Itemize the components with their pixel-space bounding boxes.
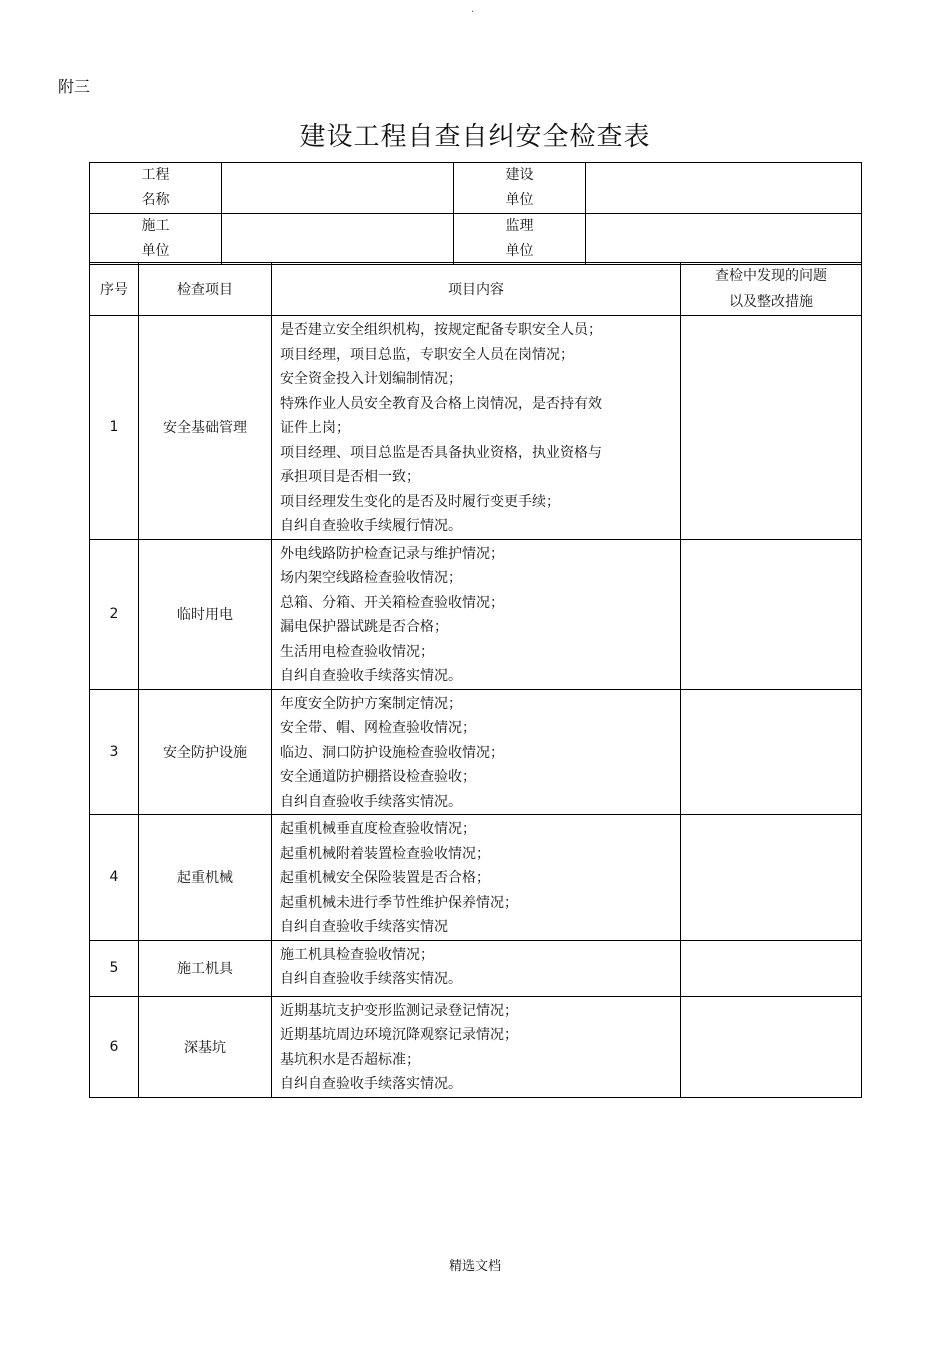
supervision-unit-field[interactable] — [586, 214, 862, 265]
page-footer: 精选文档 — [448, 1259, 501, 1274]
issues-field[interactable] — [681, 940, 862, 996]
row-number: 6 — [90, 996, 139, 1097]
header-issues: 查检中发现的问题 以及整改措施 — [681, 263, 862, 316]
content-line: 近期基坑支护变形监测记录登记情况； — [280, 1002, 518, 1019]
content-line: 是否建立安全组织机构，按规定配备专职安全人员； — [280, 322, 602, 338]
content-line: 起重机械安全保险装置是否合格； — [280, 870, 490, 886]
header-item: 检查项目 — [139, 263, 272, 316]
check-item-name: 安全防护设施 — [139, 689, 272, 815]
content-line: 生活用电检查验收情况； — [280, 643, 434, 660]
contractor-field[interactable] — [222, 214, 454, 265]
content-line: 项目经理，项目总监，专职安全人员在岗情况； — [280, 346, 574, 363]
contractor-label: 施工 单位 — [90, 214, 222, 265]
content-line: 证件上岗； — [280, 420, 350, 436]
content-line: 近期基坑周边环境沉降观察记录情况； — [280, 1027, 518, 1043]
document-title: 建设工程自查自纠安全检查表 — [299, 122, 651, 152]
issues-field[interactable] — [681, 316, 862, 540]
construction-unit-label: 建设 单位 — [454, 163, 586, 214]
supervision-unit-label: 监理 单位 — [454, 214, 586, 265]
check-item-content — [272, 316, 681, 540]
content-line: 自纠自查验收手续落实情况。 — [280, 971, 462, 987]
check-item-name: 深基坑 — [139, 996, 272, 1097]
content-line: 安全带、帽、网检查验收情况； — [280, 720, 476, 736]
content-line: 漏电保护器试跳是否合格； — [280, 619, 448, 635]
content-line: 起重机械未进行季节性维护保养情况； — [280, 894, 518, 911]
check-item-name: 施工机具 — [139, 940, 272, 996]
content-line: 施工机具检查验收情况； — [280, 946, 434, 963]
issues-field[interactable] — [681, 996, 862, 1097]
check-item-content — [272, 996, 681, 1097]
content-line: 起重机械垂直度检查验收情况； — [280, 821, 476, 837]
content-line: 起重机械附着装置检查验收情况； — [280, 845, 490, 862]
row-number: 5 — [90, 940, 139, 996]
table-row — [90, 316, 862, 540]
header-no: 序号 — [90, 263, 139, 316]
content-line: 场内架空线路检查验收情况； — [280, 570, 462, 586]
content-line: 自纠自查验收手续落实情况。 — [280, 1076, 462, 1092]
info-row-1 — [90, 163, 862, 214]
content-line: 年度安全防护方案制定情况； — [280, 695, 462, 712]
check-item-name: 起重机械 — [139, 815, 272, 941]
content-line: 外电线路防护检查记录与维护情况； — [280, 545, 504, 562]
table-row — [90, 689, 862, 815]
table-row — [90, 996, 862, 1097]
issues-field[interactable] — [681, 689, 862, 815]
issues-field[interactable] — [681, 539, 862, 689]
check-item-content — [272, 940, 681, 996]
content-line: 安全通道防护棚搭设检查验收； — [280, 769, 476, 785]
info-row-2 — [90, 214, 862, 265]
table-row — [90, 815, 862, 941]
content-line: 临边、洞口防护设施检查验收情况； — [280, 744, 504, 761]
project-name-field[interactable] — [222, 163, 454, 214]
top-mark: . — [471, 4, 475, 15]
project-info-table — [89, 162, 862, 265]
table-header-row — [90, 263, 862, 316]
table-row — [90, 539, 862, 689]
check-item-content — [272, 539, 681, 689]
row-number: 3 — [90, 689, 139, 815]
content-line: 特殊作业人员安全教育及合格上岗情况，是否持有效 — [280, 395, 602, 412]
content-line: 项目经理、项目总监是否具备执业资格，执业资格与 — [280, 444, 602, 461]
check-item-name: 临时用电 — [139, 539, 272, 689]
issues-field[interactable] — [681, 815, 862, 941]
row-number: 1 — [90, 316, 139, 540]
content-line: 总箱、分箱、开关箱检查验收情况； — [280, 594, 504, 611]
row-number: 4 — [90, 815, 139, 941]
construction-unit-field[interactable] — [586, 163, 862, 214]
safety-check-table — [89, 262, 862, 1098]
check-item-content — [272, 689, 681, 815]
project-name-label: 工程 名称 — [90, 163, 222, 214]
content-line: 项目经理发生变化的是否及时履行变更手续； — [280, 493, 560, 510]
row-number: 2 — [90, 539, 139, 689]
annex-label: 附三 — [58, 77, 91, 96]
content-line: 承担项目是否相一致； — [280, 469, 420, 485]
table-row — [90, 940, 862, 996]
content-line: 自纠自查验收手续落实情况 — [280, 919, 448, 935]
content-line: 自纠自查验收手续落实情况。 — [280, 668, 462, 684]
check-item-name: 安全基础管理 — [139, 316, 272, 540]
content-line: 自纠自查验收手续履行情况。 — [280, 518, 462, 534]
content-line: 安全资金投入计划编制情况； — [280, 371, 462, 387]
check-item-content — [272, 815, 681, 941]
header-content: 项目内容 — [272, 263, 681, 316]
content-line: 自纠自查验收手续落实情况。 — [280, 793, 462, 810]
content-line: 基坑积水是否超标准； — [280, 1051, 420, 1068]
